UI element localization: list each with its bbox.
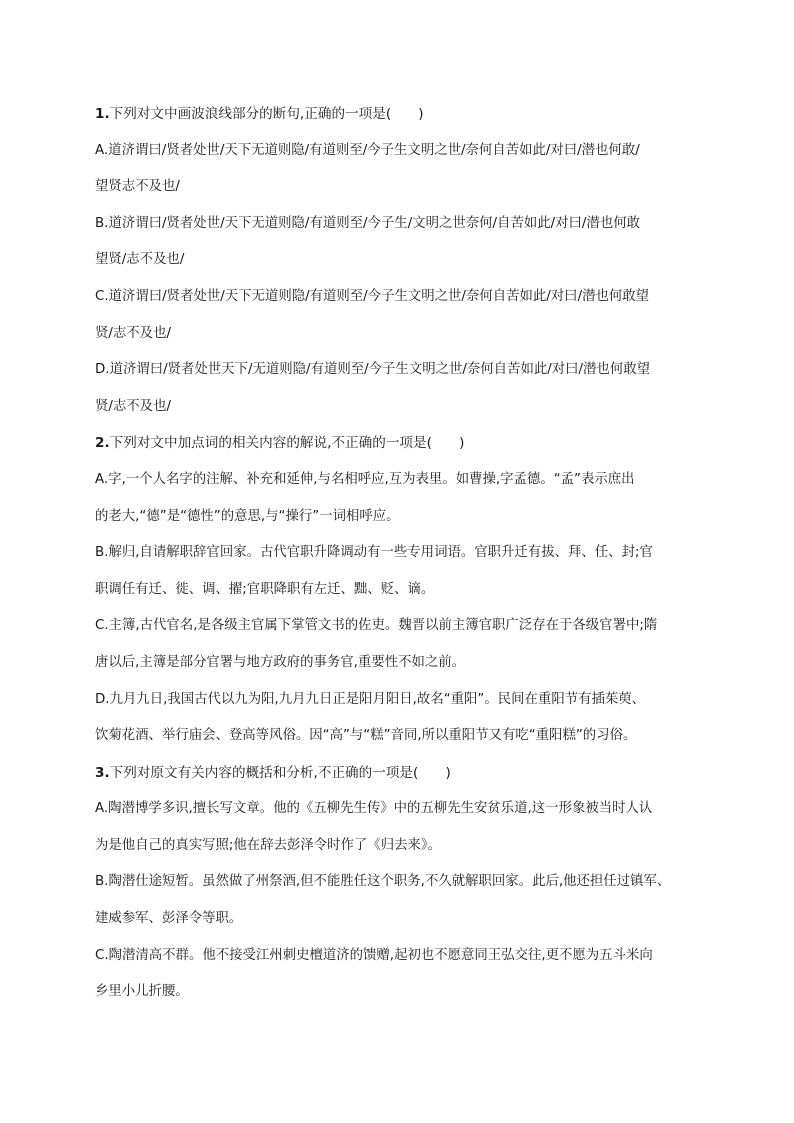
q1-option-c-line-1: C.道济谓曰/贤者处世/天下无道则隐/有道则至/今子生文明之世/奈何自苦如此/对曰/潜也何敢望: [95, 288, 650, 304]
question-2-number: 2.: [95, 435, 110, 452]
q1-option-c-line-2: 贤/志不及也/: [95, 325, 171, 341]
q2-option-a-line-1: A.字,一个人名字的注解、补充和延伸,与名相呼应,互为表里。如曹操,字孟德。“孟”表示庶出: [95, 471, 635, 487]
q2-option-c-line-2: 唐以后,主簿是部分官署与地方政府的事务官,重要性不如之前。: [95, 654, 466, 670]
q1-option-a-line-2: 望贤志不及也/: [95, 179, 180, 195]
q1-option-d-line-1: D.道济谓曰/贤者处世天下/无道则隐/有道则至/今子生文明之世/奈何自苦如此/对曰/潜也何敢望: [95, 362, 650, 378]
q1-option-d-line-2: 贤/志不及也/: [95, 398, 171, 414]
q3-option-a-line-2: 为是他自己的真实写照;他在辞去彭泽令时作了《归去来》。: [95, 837, 441, 853]
question-3-number: 3.: [95, 764, 110, 781]
question-1-text: 下列对文中画波浪线部分的断句,正确的一项是( ): [109, 106, 424, 122]
q1-option-a-line-1: A.道济谓曰/贤者处世/天下无道则隐/有道则至/今子生文明之世/奈何自苦如此/对曰/潜也何敢/: [95, 142, 640, 158]
question-3-stem: [95, 763, 725, 800]
q2-option-d-line-2: 饮菊花酒、举行庙会、登高等风俗。因“高”与“糕”音同,所以重阳节又有吃“重阳糕”的习俗。: [95, 728, 637, 744]
q3-option-b-line-1: B.陶潜仕途短暂。虽然做了州祭酒,但不能胜任这个职务,不久就解职回家。此后,他还担任过镇军、: [95, 874, 671, 890]
q3-option-a-line-1: A.陶潜博学多识,擅长写文章。他的《五柳先生传》中的五柳先生安贫乐道,这一形象被当时人认: [95, 801, 653, 817]
q3-option-b-line-2: 建威参军、彭泽令等职。: [95, 911, 243, 927]
question-3-text: 下列对原文有关内容的概括和分析,不正确的一项是( ): [109, 764, 451, 781]
question-1-stem: [95, 104, 725, 141]
question-2-text: 下列对文中加点词的相关内容的解说,不正确的一项是( ): [109, 435, 465, 452]
q2-option-b-line-2: 职调任有迁、徙、调、擢;官职降职有左迁、黜、贬、谪。: [95, 581, 435, 597]
q2-option-d-line-1: D.九月九日,我国古代以九为阳,九月九日正是阳月阳日,故名“重阳”。民间在重阳节有插茱萸、: [95, 691, 646, 707]
question-list: [95, 104, 725, 1019]
q3-option-c-line-1: C.陶潜清高不群。他不接受江州刺史檀道济的馈赠,起初也不愿意同王弘交往,更不愿为五斗米向: [95, 947, 653, 963]
q1-option-b-line-2: 望贤/志不及也/: [95, 252, 185, 268]
q2-option-b-line-1: B.解归,自请解职辞官回家。古代官职升降调动有一些专用词语。官职升迁有拔、拜、任、封;官: [95, 545, 653, 561]
q3-option-c-line-2: 乡里小儿折腰。: [95, 984, 189, 1000]
q1-option-b-line-1: B.道济谓曰/贤者处世/天下无道则隐/有道则至/今子生/文明之世奈何/自苦如此/对曰/潜也何敢: [95, 215, 640, 231]
question-2-stem: [95, 433, 725, 470]
q2-option-a-line-2: 的老大,“德”是“德性”的意思,与“操行”一词相呼应。: [95, 508, 400, 524]
question-1-number: 1.: [95, 106, 110, 122]
q2-option-c-line-1: C.主簿,古代官名,是各级主官属下掌管文书的佐吏。魏晋以前主簿官职广泛存在于各级官署中;隋: [95, 618, 658, 634]
